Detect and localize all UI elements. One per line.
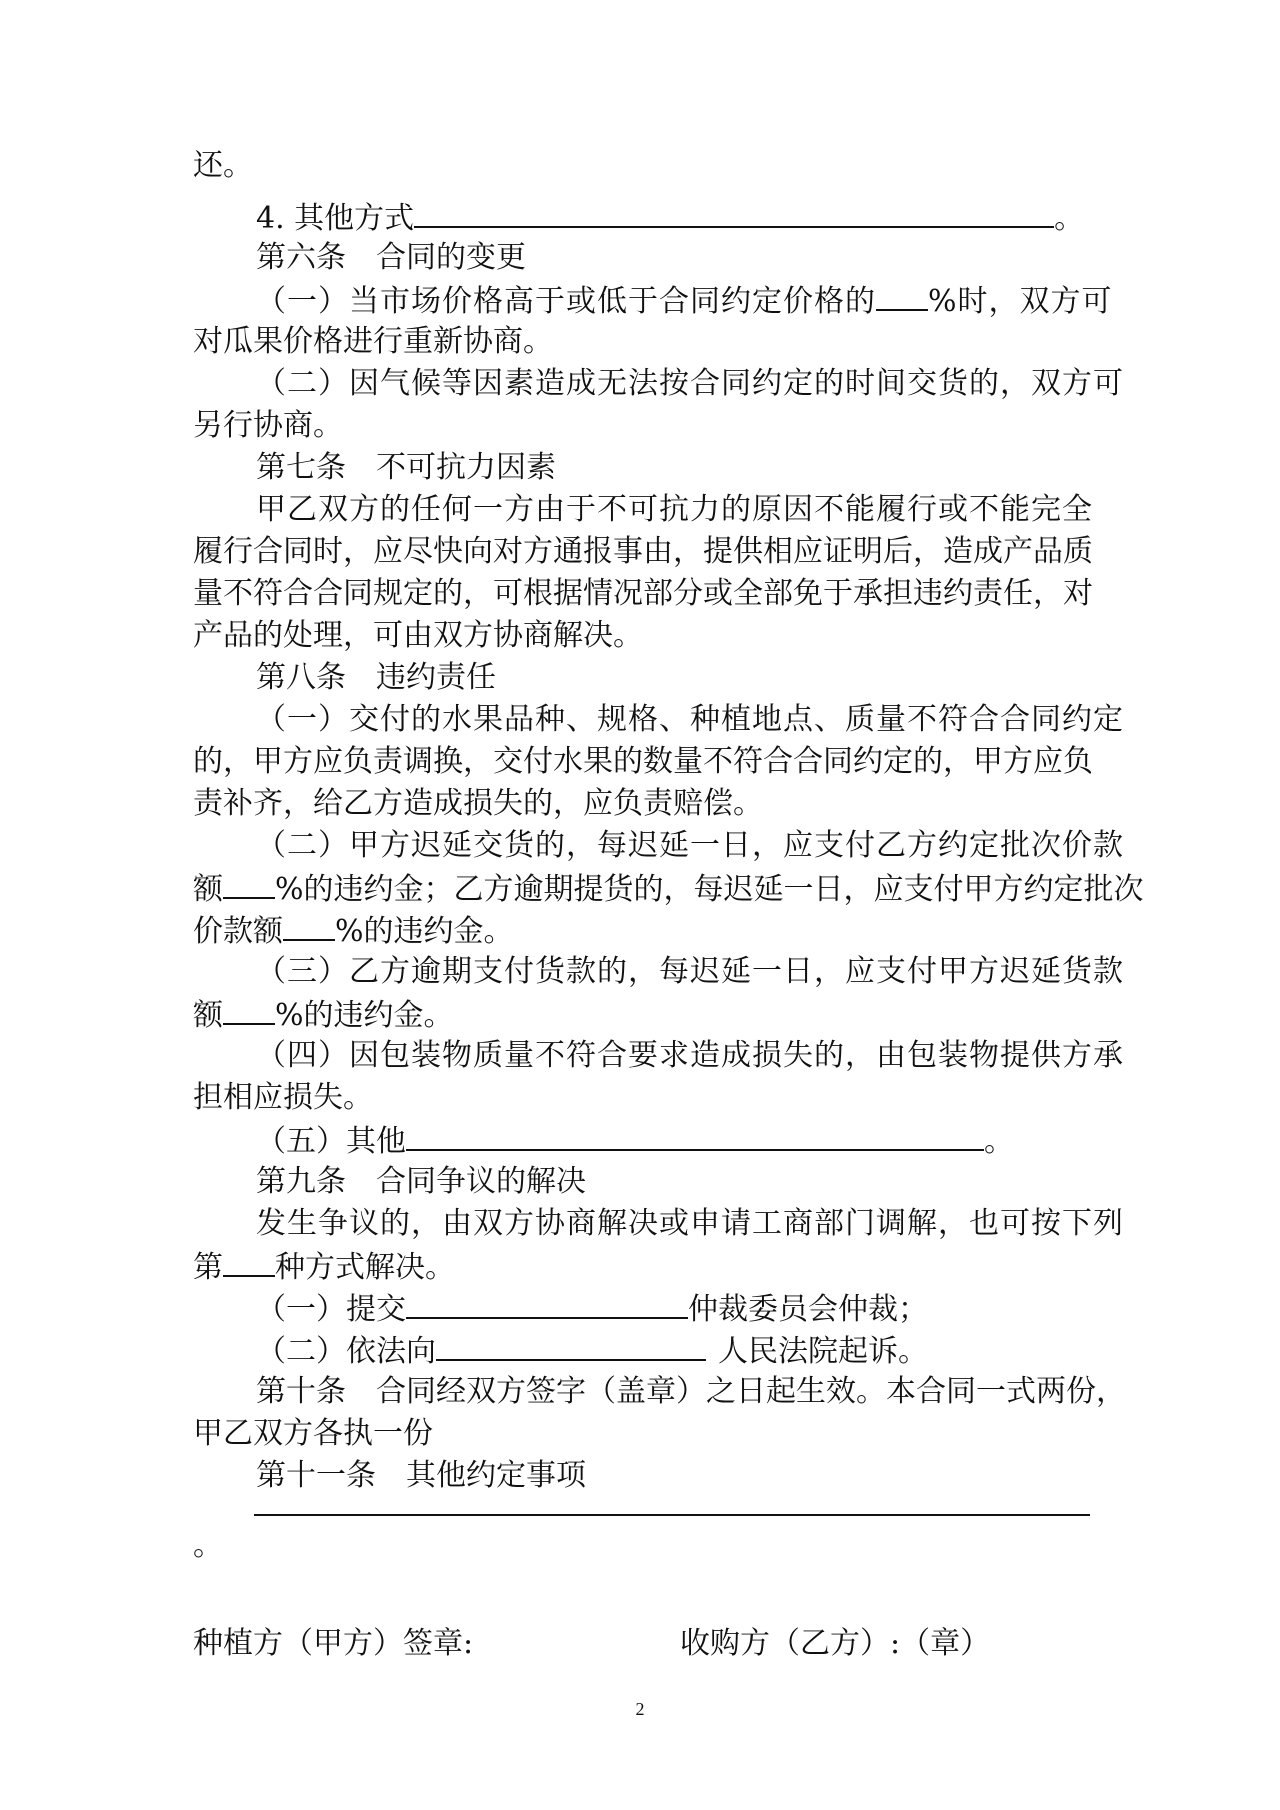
blank-other-methods bbox=[414, 199, 1054, 228]
art9-option1-b: 仲裁委员会仲裁； bbox=[688, 1292, 928, 1327]
art6-item1 bbox=[256, 282, 1113, 320]
art8-item3-line2 bbox=[193, 996, 454, 1034]
art8-item2-line3 bbox=[193, 912, 514, 950]
art10-line2: 甲乙双方各执一份 bbox=[193, 1416, 433, 1451]
other-methods-label: 4. 其他方式 bbox=[256, 201, 415, 236]
art9-option1-a: （一）提交 bbox=[256, 1292, 406, 1327]
art9-para-line2-b: 种方式解决。 bbox=[275, 1250, 455, 1285]
art9-option2-a: （二）依法向 bbox=[256, 1334, 436, 1369]
art8-item2-line2-a: 额 bbox=[193, 872, 223, 907]
art7-para-line4: 产品的处理，可由双方协商解决。 bbox=[193, 618, 643, 653]
other-methods-line bbox=[256, 199, 1084, 237]
art8-item4-line1: （四）因包装物质量不符合要求造成损失的，由包装物提供方承 bbox=[256, 1038, 1124, 1073]
art8-item2-line2-b: %的违约金；乙方逾期提货的，每迟延一日，应支付甲方约定批次 bbox=[275, 872, 1144, 907]
blank-price-percent bbox=[876, 282, 928, 311]
art8-item2-line1: （二）甲方迟延交货的，每迟延一日，应支付乙方约定批次价款 bbox=[256, 828, 1124, 863]
art9-heading: 第九条 合同争议的解决 bbox=[256, 1164, 586, 1199]
art8-item1-line3: 责补齐，给乙方造成损失的，应负责赔偿。 bbox=[193, 786, 763, 821]
art6-item1-cont: 对瓜果价格进行重新协商。 bbox=[193, 324, 553, 359]
signature-party-a: 种植方（甲方）签章: bbox=[193, 1626, 474, 1661]
art8-item2-line2 bbox=[193, 870, 1144, 908]
blank-other-liability bbox=[406, 1122, 984, 1151]
art8-item5 bbox=[256, 1122, 1014, 1160]
art8-item3-line2-a: 额 bbox=[193, 998, 223, 1033]
art8-item1-line1: （一）交付的水果品种、规格、种植地点、质量不符合合同约定 bbox=[256, 702, 1124, 737]
art7-para-line2: 履行合同时，应尽快向对方通报事由，提供相应证明后，造成产品质 bbox=[193, 534, 1093, 569]
blank-resolution-method bbox=[223, 1248, 275, 1277]
art6-item1-text-a: （一）当市场价格高于或低于合同约定价格的 bbox=[256, 284, 876, 319]
blank-people-court bbox=[436, 1332, 706, 1361]
page-number: 2 bbox=[635, 1699, 645, 1719]
art7-heading: 第七条 不可抗力因素 bbox=[256, 450, 556, 485]
art9-option2 bbox=[256, 1332, 928, 1370]
art6-item2-cont: 另行协商。 bbox=[193, 408, 343, 443]
art8-item5-end: 。 bbox=[984, 1124, 1014, 1159]
art8-heading: 第八条 违约责任 bbox=[256, 660, 496, 695]
art10-line1: 第十条 合同经双方签字（盖章）之日起生效。本合同一式两份， bbox=[256, 1374, 1126, 1409]
art6-item2: （二）因气候等因素造成无法按合同约定的时间交货的，双方可 bbox=[256, 366, 1124, 401]
art9-para-line2-a: 第 bbox=[193, 1250, 223, 1285]
continued-text: 还。 bbox=[193, 148, 253, 183]
art9-option2-b: 人民法院起诉。 bbox=[718, 1334, 928, 1369]
art6-item1-text-b: %时，双方可 bbox=[928, 284, 1113, 319]
art11-end: 。 bbox=[193, 1528, 223, 1563]
blank-other-terms bbox=[254, 1514, 1090, 1516]
art7-para-line3: 量不符合合同规定的，可根据情况部分或全部免于承担违约责任，对 bbox=[193, 576, 1093, 611]
art9-para-line2 bbox=[193, 1248, 455, 1286]
art8-item3-line1: （三）乙方逾期支付货款的，每迟延一日，应支付甲方迟延货款 bbox=[256, 954, 1124, 989]
blank-delay-penalty-a bbox=[223, 870, 275, 899]
art7-para-line1: 甲乙双方的任何一方由于不可抗力的原因不能履行或不能完全 bbox=[256, 492, 1093, 527]
blank-arbitration-committee bbox=[406, 1290, 688, 1319]
art8-item2-line3-a: 价款额 bbox=[193, 914, 283, 949]
art9-para-line1: 发生争议的，由双方协商解决或申请工商部门调解，也可按下列 bbox=[256, 1206, 1124, 1241]
art6-heading: 第六条 合同的变更 bbox=[256, 240, 526, 275]
art9-option1 bbox=[256, 1290, 928, 1328]
signature-party-b: 收购方（乙方）:（章） bbox=[680, 1626, 991, 1661]
blank-delay-penalty-b bbox=[283, 912, 335, 941]
art8-item4-line2: 担相应损失。 bbox=[193, 1080, 373, 1115]
art8-item1-line2: 的，甲方应负责调换，交付水果的数量不符合合同约定的，甲方应负 bbox=[193, 744, 1093, 779]
other-methods-end: 。 bbox=[1054, 201, 1085, 236]
art8-item3-line2-b: %的违约金。 bbox=[275, 998, 454, 1033]
art8-item2-line3-b: %的违约金。 bbox=[335, 914, 514, 949]
art11-heading: 第十一条 其他约定事项 bbox=[256, 1458, 586, 1493]
art8-item5-label: （五）其他 bbox=[256, 1124, 406, 1159]
blank-payment-penalty bbox=[223, 996, 275, 1025]
